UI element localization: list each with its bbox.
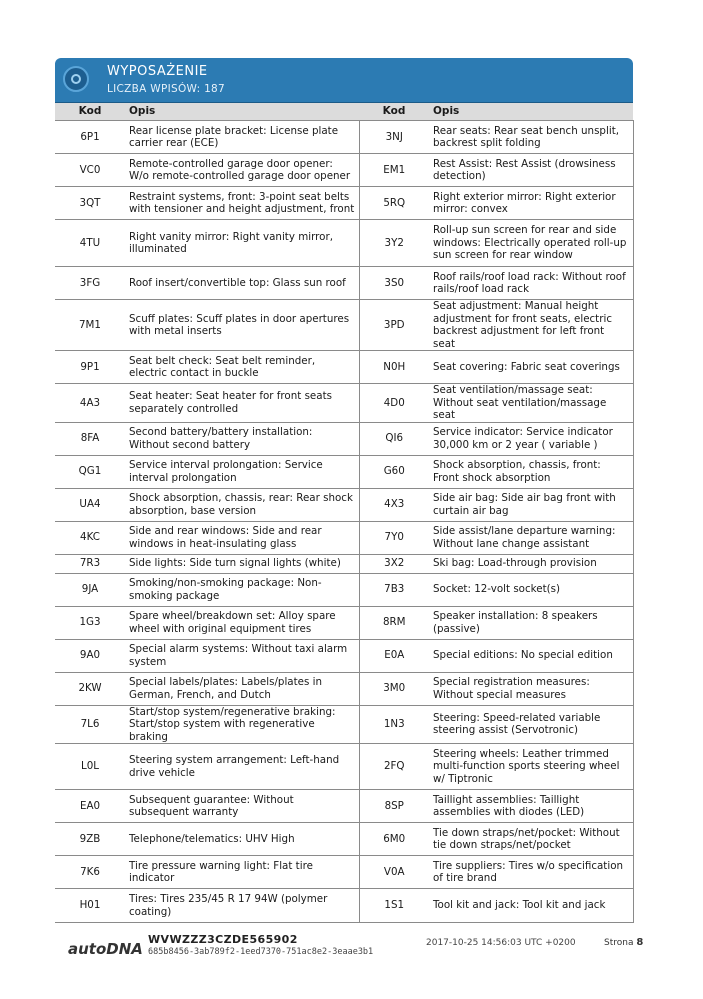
- option-description: Rear license plate bracket: License plate carrier rear (ECE): [125, 121, 359, 154]
- option-description: Scuff plates: Scuff plates in door apertures with metal inserts: [125, 300, 359, 351]
- option-description: Rest Assist: Rest Assist (drowsiness detection): [429, 154, 633, 187]
- table-row: [55, 672, 633, 705]
- option-description: Tool kit and jack: Tool kit and jack: [429, 889, 633, 923]
- section-title: WYPOSAŻENIE: [107, 64, 208, 79]
- page-indicator: [604, 937, 643, 948]
- option-description: Taillight assemblies: Taillight assemblies with diodes (LED): [429, 790, 633, 823]
- vin-number: WVWZZZ3CZDE565902: [148, 933, 298, 946]
- option-description: Roof rails/roof load rack: Without roof rails/roof load rack: [429, 267, 633, 300]
- option-description: Telephone/telematics: UHV High: [125, 823, 359, 856]
- table-row: [55, 267, 633, 300]
- option-description: Subsequent guarantee: Without subsequent warranty: [125, 790, 359, 823]
- option-code: 4KC: [55, 521, 125, 554]
- option-code: 7K6: [55, 856, 125, 889]
- brand-logo: autoDNA: [68, 940, 143, 958]
- option-code: V0A: [359, 856, 429, 889]
- option-description: Speaker installation: 8 speakers (passive): [429, 606, 633, 639]
- table-row: [55, 455, 633, 488]
- option-description: Socket: 12-volt socket(s): [429, 573, 633, 606]
- table-row: [55, 889, 633, 923]
- table-row: [55, 521, 633, 554]
- option-description: Side lights: Side turn signal lights (white): [125, 554, 359, 573]
- option-code: 9ZB: [55, 823, 125, 856]
- logo-icon: [63, 66, 89, 92]
- option-code: 3NJ: [359, 121, 429, 154]
- option-description: Remote-controlled garage door opener: W/o remote-controlled garage door opener: [125, 154, 359, 187]
- table-row: [55, 187, 633, 220]
- option-code: H01: [55, 889, 125, 923]
- table-row: [55, 554, 633, 573]
- option-code: QI6: [359, 422, 429, 455]
- table-row: [55, 220, 633, 267]
- option-description: Special labels/plates: Labels/plates in German, French, and Dutch: [125, 672, 359, 705]
- equipment-table: [55, 103, 634, 923]
- option-code: 5RQ: [359, 187, 429, 220]
- option-code: 4A3: [55, 384, 125, 423]
- column-header-code: Kod: [359, 103, 429, 121]
- option-description: Special registration measures: Without special measures: [429, 672, 633, 705]
- option-code: 8SP: [359, 790, 429, 823]
- option-description: Shock absorption, chassis, front: Front shock absorption: [429, 455, 633, 488]
- option-code: EA0: [55, 790, 125, 823]
- option-description: Seat heater: Seat heater for front seats separately controlled: [125, 384, 359, 423]
- option-code: 6M0: [359, 823, 429, 856]
- table-row: [55, 154, 633, 187]
- column-header-description: Opis: [429, 103, 633, 121]
- report-timestamp: 2017-10-25 14:56:03 UTC +0200: [426, 938, 576, 948]
- option-code: 4TU: [55, 220, 125, 267]
- option-description: Rear seats: Rear seat bench unsplit, backrest split folding: [429, 121, 633, 154]
- option-code: E0A: [359, 639, 429, 672]
- page-label: Strona: [604, 938, 634, 948]
- option-description: Seat belt check: Seat belt reminder, electric contact in buckle: [125, 351, 359, 384]
- table-row: [55, 573, 633, 606]
- option-code: EM1: [359, 154, 429, 187]
- option-code: 3S0: [359, 267, 429, 300]
- table-row: [55, 744, 633, 790]
- table-row: [55, 790, 633, 823]
- option-description: Ski bag: Load-through provision: [429, 554, 633, 573]
- option-description: Roll-up sun screen for rear and side windows: Electrically operated roll-up sun screen for rear window: [429, 220, 633, 267]
- option-code: 6P1: [55, 121, 125, 154]
- option-code: 7L6: [55, 705, 125, 744]
- option-description: Spare wheel/breakdown set: Alloy spare wheel with original equipment tires: [125, 606, 359, 639]
- table-row: [55, 705, 633, 744]
- table-row: [55, 384, 633, 423]
- option-code: 1S1: [359, 889, 429, 923]
- option-code: 3PD: [359, 300, 429, 351]
- option-description: Tires: Tires 235/45 R 17 94W (polymer coating): [125, 889, 359, 923]
- column-header-code: Kod: [55, 103, 125, 121]
- option-code: 2FQ: [359, 744, 429, 790]
- option-description: Service indicator: Service indicator 30,000 km or 2 year ( variable ): [429, 422, 633, 455]
- option-code: 3X2: [359, 554, 429, 573]
- option-description: Seat covering: Fabric seat coverings: [429, 351, 633, 384]
- option-description: Shock absorption, chassis, rear: Rear shock absorption, base version: [125, 488, 359, 521]
- option-description: Smoking/non-smoking package: Non-smoking package: [125, 573, 359, 606]
- option-code: N0H: [359, 351, 429, 384]
- option-code: 1N3: [359, 705, 429, 744]
- report-hash: 685b8456-3ab789f2-1eed7370-751ac8e2-3eaae3b1: [148, 947, 374, 957]
- option-code: VC0: [55, 154, 125, 187]
- option-code: 3M0: [359, 672, 429, 705]
- option-code: 2KW: [55, 672, 125, 705]
- option-description: Steering wheels: Leather trimmed multi-function sports steering wheel w/ Tiptronic: [429, 744, 633, 790]
- option-description: Start/stop system/regenerative braking: Start/stop system with regenerative braking: [125, 705, 359, 744]
- table-row: [55, 300, 633, 351]
- option-description: Side and rear windows: Side and rear windows in heat-insulating glass: [125, 521, 359, 554]
- table-row: [55, 606, 633, 639]
- option-description: Side assist/lane departure warning: Without lane change assistant: [429, 521, 633, 554]
- option-description: Side air bag: Side air bag front with curtain air bag: [429, 488, 633, 521]
- option-description: Seat adjustment: Manual height adjustment for front seats, electric backrest adjustment for left front seat: [429, 300, 633, 351]
- table-row: [55, 351, 633, 384]
- option-description: Tire suppliers: Tires w/o specification of tire brand: [429, 856, 633, 889]
- option-code: UA4: [55, 488, 125, 521]
- option-code: 7R3: [55, 554, 125, 573]
- option-code: 7B3: [359, 573, 429, 606]
- option-code: 1G3: [55, 606, 125, 639]
- option-code: 7M1: [55, 300, 125, 351]
- table-row: [55, 121, 633, 154]
- option-code: G60: [359, 455, 429, 488]
- option-description: Service interval prolongation: Service interval prolongation: [125, 455, 359, 488]
- option-code: L0L: [55, 744, 125, 790]
- option-code: QG1: [55, 455, 125, 488]
- option-description: Steering system arrangement: Left-hand drive vehicle: [125, 744, 359, 790]
- option-code: 9A0: [55, 639, 125, 672]
- table-row: [55, 422, 633, 455]
- section-header: [55, 58, 633, 104]
- column-header-description: Opis: [125, 103, 359, 121]
- option-description: Right vanity mirror: Right vanity mirror, illuminated: [125, 220, 359, 267]
- table-header-row: [55, 103, 633, 121]
- option-description: Tie down straps/net/pocket: Without tie down straps/net/pocket: [429, 823, 633, 856]
- option-code: 7Y0: [359, 521, 429, 554]
- option-description: Special alarm systems: Without taxi alarm system: [125, 639, 359, 672]
- option-code: 9P1: [55, 351, 125, 384]
- option-code: 4D0: [359, 384, 429, 423]
- option-code: 4X3: [359, 488, 429, 521]
- table-row: [55, 823, 633, 856]
- entry-count: LICZBA WPISÓW: 187: [107, 83, 226, 95]
- table-row: [55, 639, 633, 672]
- option-description: Roof insert/convertible top: Glass sun roof: [125, 267, 359, 300]
- table-row: [55, 856, 633, 889]
- option-description: Right exterior mirror: Right exterior mirror: convex: [429, 187, 633, 220]
- option-description: Steering: Speed-related variable steering assist (Servotronic): [429, 705, 633, 744]
- option-code: 3FG: [55, 267, 125, 300]
- option-code: 3Y2: [359, 220, 429, 267]
- option-description: Restraint systems, front: 3-point seat belts with tensioner and height adjustment, front: [125, 187, 359, 220]
- option-description: Second battery/battery installation: Without second battery: [125, 422, 359, 455]
- option-code: 8FA: [55, 422, 125, 455]
- option-description: Seat ventilation/massage seat: Without seat ventilation/massage seat: [429, 384, 633, 423]
- option-code: 8RM: [359, 606, 429, 639]
- table-row: [55, 488, 633, 521]
- option-code: 9JA: [55, 573, 125, 606]
- option-description: Special editions: No special edition: [429, 639, 633, 672]
- option-code: 3QT: [55, 187, 125, 220]
- option-description: Tire pressure warning light: Flat tire indicator: [125, 856, 359, 889]
- page-number: 8: [636, 937, 644, 948]
